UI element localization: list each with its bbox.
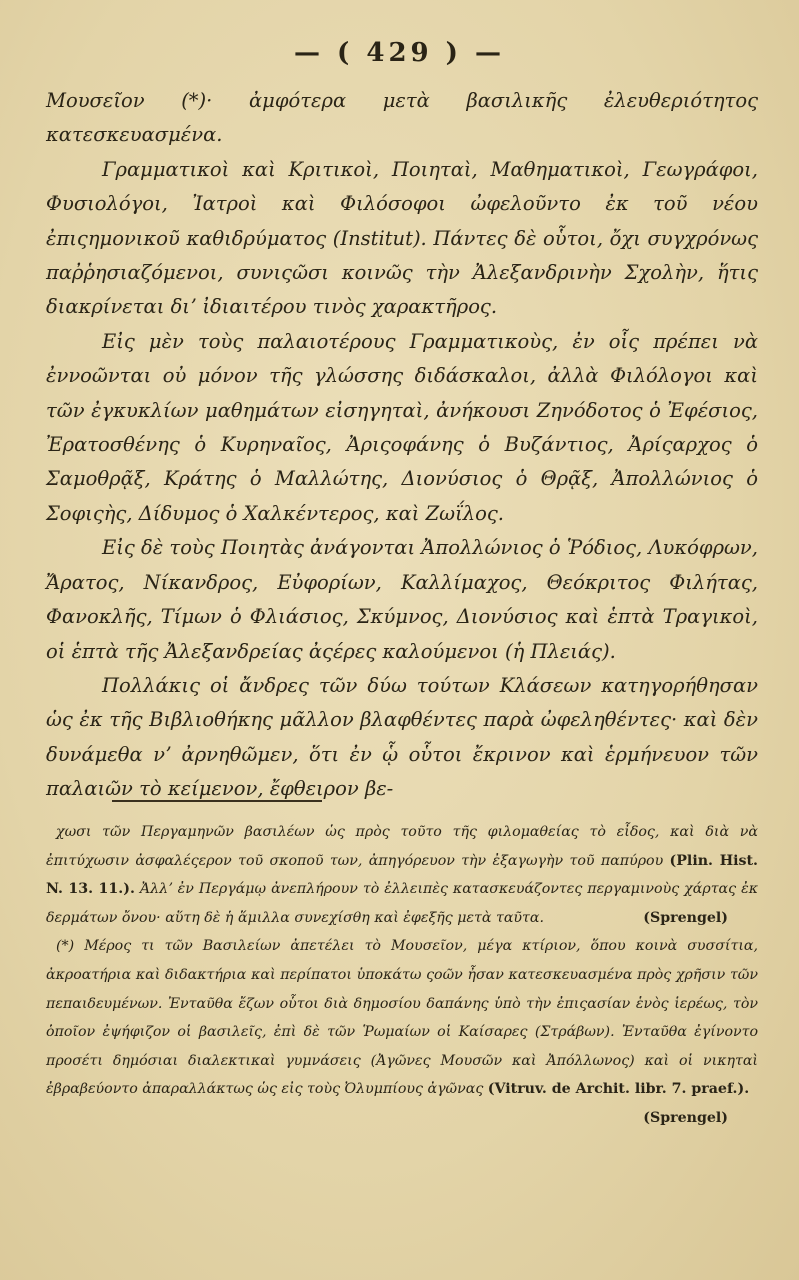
- paragraph-2: Γραμματικοὶ καὶ Κριτικοὶ, Ποιηταὶ, Μαθηματικοὶ, Γεωγράφοι, Φυσιολόγοι, Ἰατροὶ καὶ Φιλόσοφοι ὠφελοῦντο ἐκ τοῦ νέου ἐπιςημονικοῦ καθιδρύματος (Institut). Πάντες δὲ οὗτοι, ὄχι συγχρόνως παῤῥησιαζόμενοι, συνιςῶσι κοινῶς τὴν Ἀλεξανδρινὴν Σχολὴν, ἥτις διακρίνεται διʼ ἰδιαιτέρου τινὸς χαρακτῆρος.: [46, 157, 758, 319]
- footnote-2: [46, 932, 758, 1126]
- paragraph-3: Εἰς μὲν τοὺς παλαιοτέρους Γραμματικοὺς, ἐν οἷς πρέπει νὰ ἐννοῶνται οὐ μόνον τῆς γλώσσης διδάσκαλοι, ἀλλὰ Φιλόλογοι καὶ τῶν ἐγκυκλίων μαθημάτων εἰσηγηταὶ, ἀνήκουσι Ζηνόδοτος ὁ Ἐφέσιος, Ἐρατοσθένης ὁ Κυρηναῖος, Ἀριςοφάνης ὁ Βυζάντιος, Ἀρίςαρχος ὁ Σαμοθρᾷξ, Κράτης ὁ Μαλλώτης, Διονύσιος ὁ Θρᾷξ, Ἀπολλώνιος ὁ Σοφιςὴς, Δίδυμος ὁ Χαλκέντερος, καὶ Ζωΐλος.: [46, 329, 758, 525]
- paragraph-1: Μουσεῖον (*)· ἀμφότερα μετὰ βασιλικῆς ἐλευθεριότητος κατεσκευασμένα.: [46, 89, 758, 147]
- footnote-divider: [112, 800, 322, 802]
- footnote-1-author: (Sprengel): [643, 909, 728, 926]
- footnote-1-reference: (Plin. Hist. N. 13. 11.).: [46, 852, 758, 898]
- footnote-1-text-a: χωσι τῶν Περγαμηνῶν βασιλέων ὡς πρὸς τοῦτο τῆς φιλομαθείας τὸ εἶδος, καὶ διὰ νὰ ἐπιτύχωσιν ἀσφαλέςερον τοῦ σκοποῦ των, ἀπηγόρευον τὴν ἐξαγωγὴν τοῦ παπύρου: [46, 824, 758, 869]
- footnotes: [46, 818, 758, 1133]
- page-number: — ( 429 ) —: [293, 38, 506, 68]
- footnote-2-author: (Sprengel): [643, 1109, 728, 1126]
- paragraph-5: Πολλάκις οἱ ἄνδρες τῶν δύω τούτων Κλάσεων κατηγορήθησαν ὡς ἐκ τῆς Βιβλιοθήκης μᾶλλον βλαφθέντες παρὰ ὠφεληθέντες· καὶ δὲν δυνάμεθα νʼ ἀρνηθῶμεν, ὅτι ἐν ᾧ οὗτοι ἔκρινον καὶ ἑρμήνευον τῶν παλαιῶν τὸ κείμενον, ἔφθειρον βε-: [46, 673, 758, 801]
- paragraph-4: Εἰς δὲ τοὺς Ποιητὰς ἀνάγονται Ἀπολλώνιος ὁ Ῥόδιος, Λυκόφρων, Ἄρατος, Νίκανδρος, Εὐφορίων, Καλλίμαχος, Θεόκριτος Φιλήτας, Φανοκλῆς, Τίμων ὁ Φλιάσιος, Σκύμνος, Διονύσιος καὶ ἑπτὰ Τραγικοὶ, οἱ ἑπτὰ τῆς Ἀλεξανδρείας ἀςέρες καλούμενοι (ἡ Πλειάς).: [46, 536, 758, 663]
- main-text: [46, 84, 758, 807]
- footnote-1: [46, 818, 758, 932]
- footnote-2-reference: (Vitruv. de Archit. libr. 7. praef.).: [487, 1081, 750, 1098]
- footnote-2-text: (*) Μέρος τι τῶν Βασιλείων ἀπετέλει τὸ Μουσεῖον, μέγα κτίριον, ὅπου κοινὰ συσσίτια, ἀκροατήρια καὶ διδακτήρια καὶ περίπατοι ὑποκάτω ςοῶν ἦσαν κατεσκευασμένα πρὸς χρῆσιν τῶν πεπαιδευμένων. Ἐνταῦθα ἔζων οὗτοι διὰ δημοσίου δαπάνης ὑπὸ τὴν ἐπιςασίαν ἑνὸς ἱερέως, τὸν ὁποῖον ἐψήφιζον οἱ βασιλεῖς, ἐπὶ δὲ τῶν Ῥωμαίων οἱ Καίσαρες (Στράβων). Ἐνταῦθα ἐγίνοντο προσέτι δημόσιαι διαλεκτικαὶ γυμνάσεις (Ἀγῶνες Μουσῶν καὶ Ἀπόλλωνος) καὶ οἱ νικηταὶ ἐβραβεύοντο ἀπαραλλάκτως ὡς εἰς τοὺς Ὀλυμπίους ἀγῶνας: [46, 938, 758, 1098]
- footnote-1-text-b: Ἀλλʼ ἐν Περγάμῳ ἀνεπλήρουν τὸ ἐλλειπὲς κατασκευάζοντες περγαμινοὺς χάρτας ἐκ δερμάτων ὄνου· αὕτη δὲ ἡ ἅμιλλα συνεχίσθη καὶ ἐφεξῆς μετὰ ταῦτα.: [46, 881, 758, 926]
